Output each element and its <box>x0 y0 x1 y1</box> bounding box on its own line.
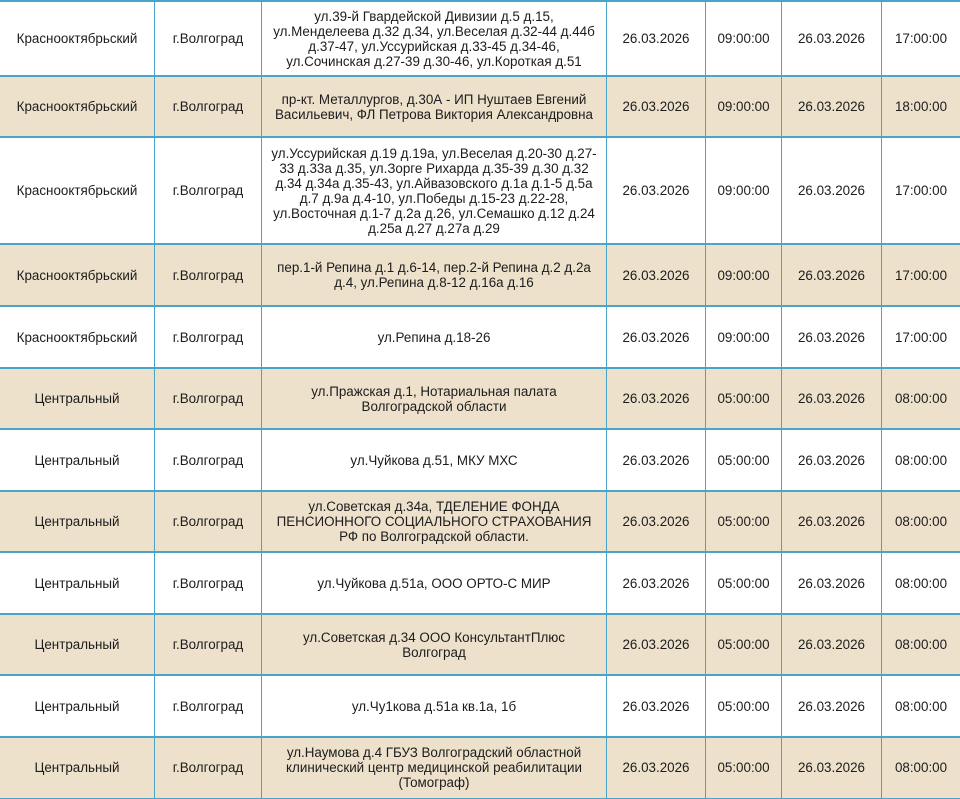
end-date-cell: 26.03.2026 <box>782 368 882 429</box>
start-date-cell: 26.03.2026 <box>607 614 706 675</box>
district-cell: Центральный <box>0 675 155 737</box>
city-cell: г.Волгоград <box>155 491 262 552</box>
table-row <box>0 306 960 368</box>
start-time-cell: 09:00:00 <box>706 137 782 244</box>
address-cell: ул.39-й Гвардейской Дивизии д.5 д.15, ул.Менделеева д.32 д.34, ул.Веселая д.32-44 д.44б д.37-47, ул.Уссурийская д.33-45 д.34-46, ул.Сочинская д.27-39 д.30-46, ул.Короткая д.51 <box>262 1 607 76</box>
city-cell: г.Волгоград <box>155 737 262 798</box>
end-date-cell: 26.03.2026 <box>782 552 882 614</box>
end-time-cell: 18:00:00 <box>882 76 960 137</box>
city-cell: г.Волгоград <box>155 1 262 76</box>
table-row <box>0 737 960 798</box>
city-cell: г.Волгоград <box>155 306 262 368</box>
start-date-cell: 26.03.2026 <box>607 1 706 76</box>
city-cell: г.Волгоград <box>155 614 262 675</box>
end-date-cell: 26.03.2026 <box>782 137 882 244</box>
end-date-cell: 26.03.2026 <box>782 1 882 76</box>
end-time-cell: 08:00:00 <box>882 491 960 552</box>
city-cell: г.Волгоград <box>155 368 262 429</box>
address-cell: ул.Чуйкова д.51а, ООО ОРТО-С МИР <box>262 552 607 614</box>
district-cell: Центральный <box>0 614 155 675</box>
table-row <box>0 137 960 244</box>
table-row <box>0 429 960 491</box>
end-date-cell: 26.03.2026 <box>782 614 882 675</box>
start-date-cell: 26.03.2026 <box>607 368 706 429</box>
end-date-cell: 26.03.2026 <box>782 491 882 552</box>
start-time-cell: 05:00:00 <box>706 368 782 429</box>
address-cell: пр-кт. Металлургов, д.30А - ИП Нуштаев Евгений Васильевич, ФЛ Петрова Виктория Александровна <box>262 76 607 137</box>
end-date-cell: 26.03.2026 <box>782 76 882 137</box>
address-cell: ул.Репина д.18-26 <box>262 306 607 368</box>
end-date-cell: 26.03.2026 <box>782 244 882 306</box>
address-cell: ул.Наумова д.4 ГБУЗ Волгоградский областной клинический центр медицинской реабилитации (Томограф) <box>262 737 607 798</box>
district-cell: Краснооктябрьский <box>0 1 155 76</box>
district-cell: Центральный <box>0 368 155 429</box>
start-date-cell: 26.03.2026 <box>607 737 706 798</box>
address-cell: ул.Чуйкова д.51, МКУ МХС <box>262 429 607 491</box>
start-time-cell: 05:00:00 <box>706 491 782 552</box>
district-cell: Центральный <box>0 552 155 614</box>
table-row <box>0 491 960 552</box>
address-cell: пер.1-й Репина д.1 д.6-14, пер.2-й Репина д.2 д.2а д.4, ул.Репина д.8-12 д.16а д.16 <box>262 244 607 306</box>
table-row <box>0 244 960 306</box>
district-cell: Центральный <box>0 429 155 491</box>
city-cell: г.Волгоград <box>155 552 262 614</box>
address-cell: ул.Пражская д.1, Нотариальная палата Волгоградской области <box>262 368 607 429</box>
district-cell: Краснооктябрьский <box>0 244 155 306</box>
address-cell: ул.Уссурийская д.19 д.19а, ул.Веселая д.20-30 д.27-33 д.33а д.35, ул.Зорге Рихарда д.35-39 д.30 д.32 д.34 д.34а д.35-43, ул.Айвазовского д.1а д.1-5 д.5а д.7 д.9а д.4-10, ул.Победы д.15-23 д.22-28, ул.Восточная д.1-7 д.2а д.26, ул.Семашко д.12 д.24 д.25а д.27 д.27а д.29 <box>262 137 607 244</box>
start-time-cell: 09:00:00 <box>706 306 782 368</box>
start-date-cell: 26.03.2026 <box>607 675 706 737</box>
start-time-cell: 05:00:00 <box>706 614 782 675</box>
start-date-cell: 26.03.2026 <box>607 552 706 614</box>
address-cell: ул.Советская д.34 ООО КонсультантПлюс Волгоград <box>262 614 607 675</box>
city-cell: г.Волгоград <box>155 675 262 737</box>
start-date-cell: 26.03.2026 <box>607 137 706 244</box>
start-time-cell: 09:00:00 <box>706 76 782 137</box>
end-time-cell: 17:00:00 <box>882 244 960 306</box>
district-cell: Краснооктябрьский <box>0 137 155 244</box>
end-time-cell: 17:00:00 <box>882 137 960 244</box>
end-time-cell: 08:00:00 <box>882 368 960 429</box>
start-time-cell: 09:00:00 <box>706 1 782 76</box>
district-cell: Краснооктябрьский <box>0 306 155 368</box>
city-cell: г.Волгоград <box>155 137 262 244</box>
table-row <box>0 552 960 614</box>
start-date-cell: 26.03.2026 <box>607 76 706 137</box>
address-cell: ул.Советская д.34а, ТДЕЛЕНИЕ ФОНДА ПЕНСИОННОГО СОЦИАЛЬНОГО СТРАХОВАНИЯ РФ по Волгоградской области. <box>262 491 607 552</box>
district-cell: Центральный <box>0 491 155 552</box>
start-date-cell: 26.03.2026 <box>607 244 706 306</box>
end-time-cell: 08:00:00 <box>882 552 960 614</box>
end-date-cell: 26.03.2026 <box>782 737 882 798</box>
start-time-cell: 05:00:00 <box>706 552 782 614</box>
start-time-cell: 05:00:00 <box>706 675 782 737</box>
district-cell: Центральный <box>0 737 155 798</box>
district-cell: Краснооктябрьский <box>0 76 155 137</box>
end-time-cell: 08:00:00 <box>882 675 960 737</box>
start-time-cell: 05:00:00 <box>706 429 782 491</box>
end-time-cell: 08:00:00 <box>882 737 960 798</box>
address-cell: ул.Чу1кова д.51а кв.1а, 1б <box>262 675 607 737</box>
table-row <box>0 368 960 429</box>
table-row <box>0 614 960 675</box>
end-date-cell: 26.03.2026 <box>782 429 882 491</box>
city-cell: г.Волгоград <box>155 76 262 137</box>
end-time-cell: 17:00:00 <box>882 306 960 368</box>
end-date-cell: 26.03.2026 <box>782 675 882 737</box>
end-time-cell: 17:00:00 <box>882 1 960 76</box>
start-time-cell: 05:00:00 <box>706 737 782 798</box>
start-date-cell: 26.03.2026 <box>607 306 706 368</box>
table-row <box>0 1 960 76</box>
start-date-cell: 26.03.2026 <box>607 429 706 491</box>
table-row <box>0 76 960 137</box>
start-date-cell: 26.03.2026 <box>607 491 706 552</box>
start-time-cell: 09:00:00 <box>706 244 782 306</box>
city-cell: г.Волгоград <box>155 244 262 306</box>
end-date-cell: 26.03.2026 <box>782 306 882 368</box>
table-row <box>0 675 960 737</box>
end-time-cell: 08:00:00 <box>882 614 960 675</box>
end-time-cell: 08:00:00 <box>882 429 960 491</box>
city-cell: г.Волгоград <box>155 429 262 491</box>
